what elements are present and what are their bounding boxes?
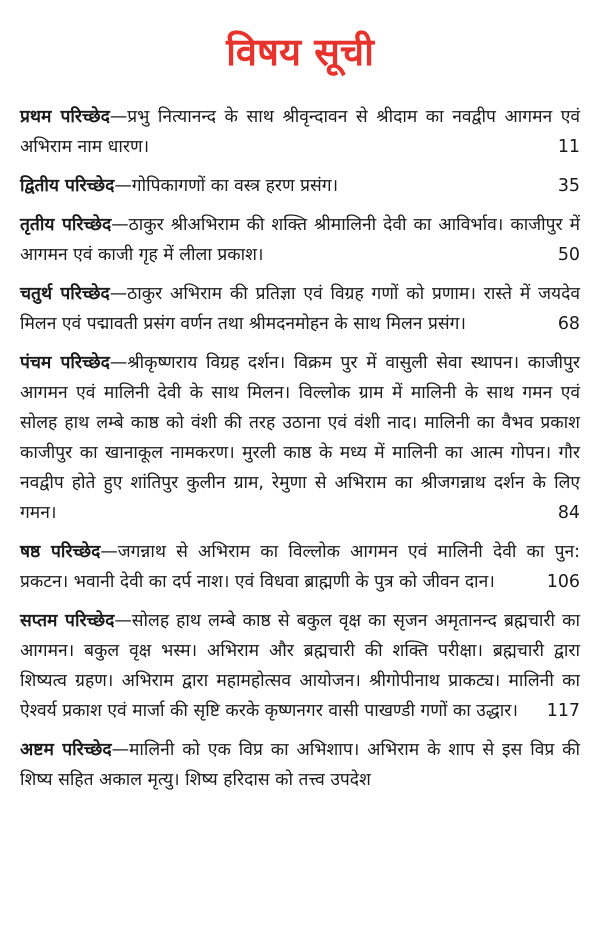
chapter-description: —सोलह हाथ लम्बे काष्ठ से बकुल वृक्ष का सृजन अमृतानन्द ब्रह्मचारी का आगमन। बकुल वृक्ष भस्म। अभिराम और ब्रह्मचारी की शक्ति परीक्षा। ब्रह्मचारी द्वारा शिष्यत्व ग्रहण। अभिराम द्वारा महामहोत्सव आयोजन। श्रीगोपीनाथ प्राकट्य। मालिनी का ऐश्वर्य प्रकाश एवं मार्जा की सृष्टि करके कृष्णनगर वासी पाखण्डी गणों का उद्धार। bbox=[20, 611, 580, 721]
chapter-description: —मालिनी को एक विप्र का अभिशाप। अभिराम के शाप से इस विप्र की शिष्य सहित अकाल मृत्यु। शिष्य हरिदास को तत्त्व उपदेश bbox=[20, 740, 580, 790]
chapter-heading: अष्टम परिच्छेद bbox=[20, 740, 112, 760]
chapter-description: —प्रभु नित्यानन्द के साथ श्रीवृन्दावन से श्रीदाम का नवद्वीप आगमन एवं अभिराम नाम धारण। bbox=[20, 107, 580, 157]
chapter-description: —ठाकुर अभिराम की प्रतिज्ञा एवं विग्रह गणों को प्रणाम। रास्ते में जयदेव मिलन एवं पद्मावती प्रसंग वर्णन तथा श्रीमदनमोहन के साथ मिलन प्रसंग। bbox=[20, 284, 580, 334]
page-number: 84 bbox=[557, 503, 580, 523]
page-number: 106 bbox=[546, 572, 580, 592]
toc-entry-1 bbox=[20, 102, 580, 162]
chapter-heading: सप्तम परिच्छेद bbox=[20, 611, 115, 631]
chapter-heading: द्वितीय परिच्छेद bbox=[20, 176, 115, 196]
chapter-description: —जगन्नाथ से अभिराम का विल्लोक आगमन एवं मालिनी देवी का पुन: प्रकटन। भवानी देवी का दर्प नाश। एवं विधवा ब्राह्मणी के पुत्र को जीवन दान। bbox=[20, 542, 580, 592]
toc-entry-2 bbox=[20, 171, 580, 201]
page-number: 35 bbox=[557, 176, 580, 196]
page bbox=[0, 24, 600, 940]
chapter-description: —श्रीकृष्णराय विग्रह दर्शन। विक्रम पुर में वासुली सेवा स्थापन। काजीपुर आगमन एवं मालिनी देवी के साथ मिलन। विल्लोक ग्राम में मालिनी के साथ गमन एवं सोलह हाथ लम्बे काष्ठ को वंशी की तरह उठाना एवं वंशी नाद। मालिनी का वैभव प्रकाश काजीपुर का खानाकूल नामकरण। मुरली काष्ठ के मध्य में मालिनी का आत्म गोपन। गौर नवद्वीप होते हुए शांतिपुर कुलीन ग्राम, रेमुणा से अभिराम का श्रीजगन्नाथ दर्शन के लिए गमन। bbox=[20, 353, 580, 523]
chapter-heading: चतुर्थ परिच्छेद bbox=[20, 284, 110, 304]
page-number: 117 bbox=[546, 701, 580, 721]
chapter-heading: षष्ठ परिच्छेद bbox=[20, 542, 101, 562]
page-title: विषय सूची bbox=[226, 30, 374, 74]
page-number: 50 bbox=[557, 245, 580, 265]
page-number: 68 bbox=[557, 314, 580, 334]
chapter-description: —ठाकुर श्रीअभिराम की शक्ति श्रीमालिनी देवी का आविर्भाव। काजीपुर में आगमन एवं काजी गृह में लीला प्रकाश। bbox=[20, 215, 580, 265]
toc-entry-4 bbox=[20, 279, 580, 339]
toc-entry-6 bbox=[20, 537, 580, 597]
toc-entry-3 bbox=[20, 210, 580, 270]
chapter-heading: प्रथम परिच्छेद bbox=[20, 107, 110, 127]
toc-entry-7 bbox=[20, 606, 580, 726]
chapter-heading: तृतीय परिच्छेद bbox=[20, 215, 112, 235]
toc-entry-5 bbox=[20, 348, 580, 528]
chapter-heading: पंचम परिच्छेद bbox=[20, 353, 110, 373]
chapter-description: —गोपिकागणों का वस्त्र हरण प्रसंग। bbox=[114, 176, 339, 196]
page-number: 11 bbox=[557, 137, 580, 157]
toc-entry-8 bbox=[20, 735, 580, 795]
